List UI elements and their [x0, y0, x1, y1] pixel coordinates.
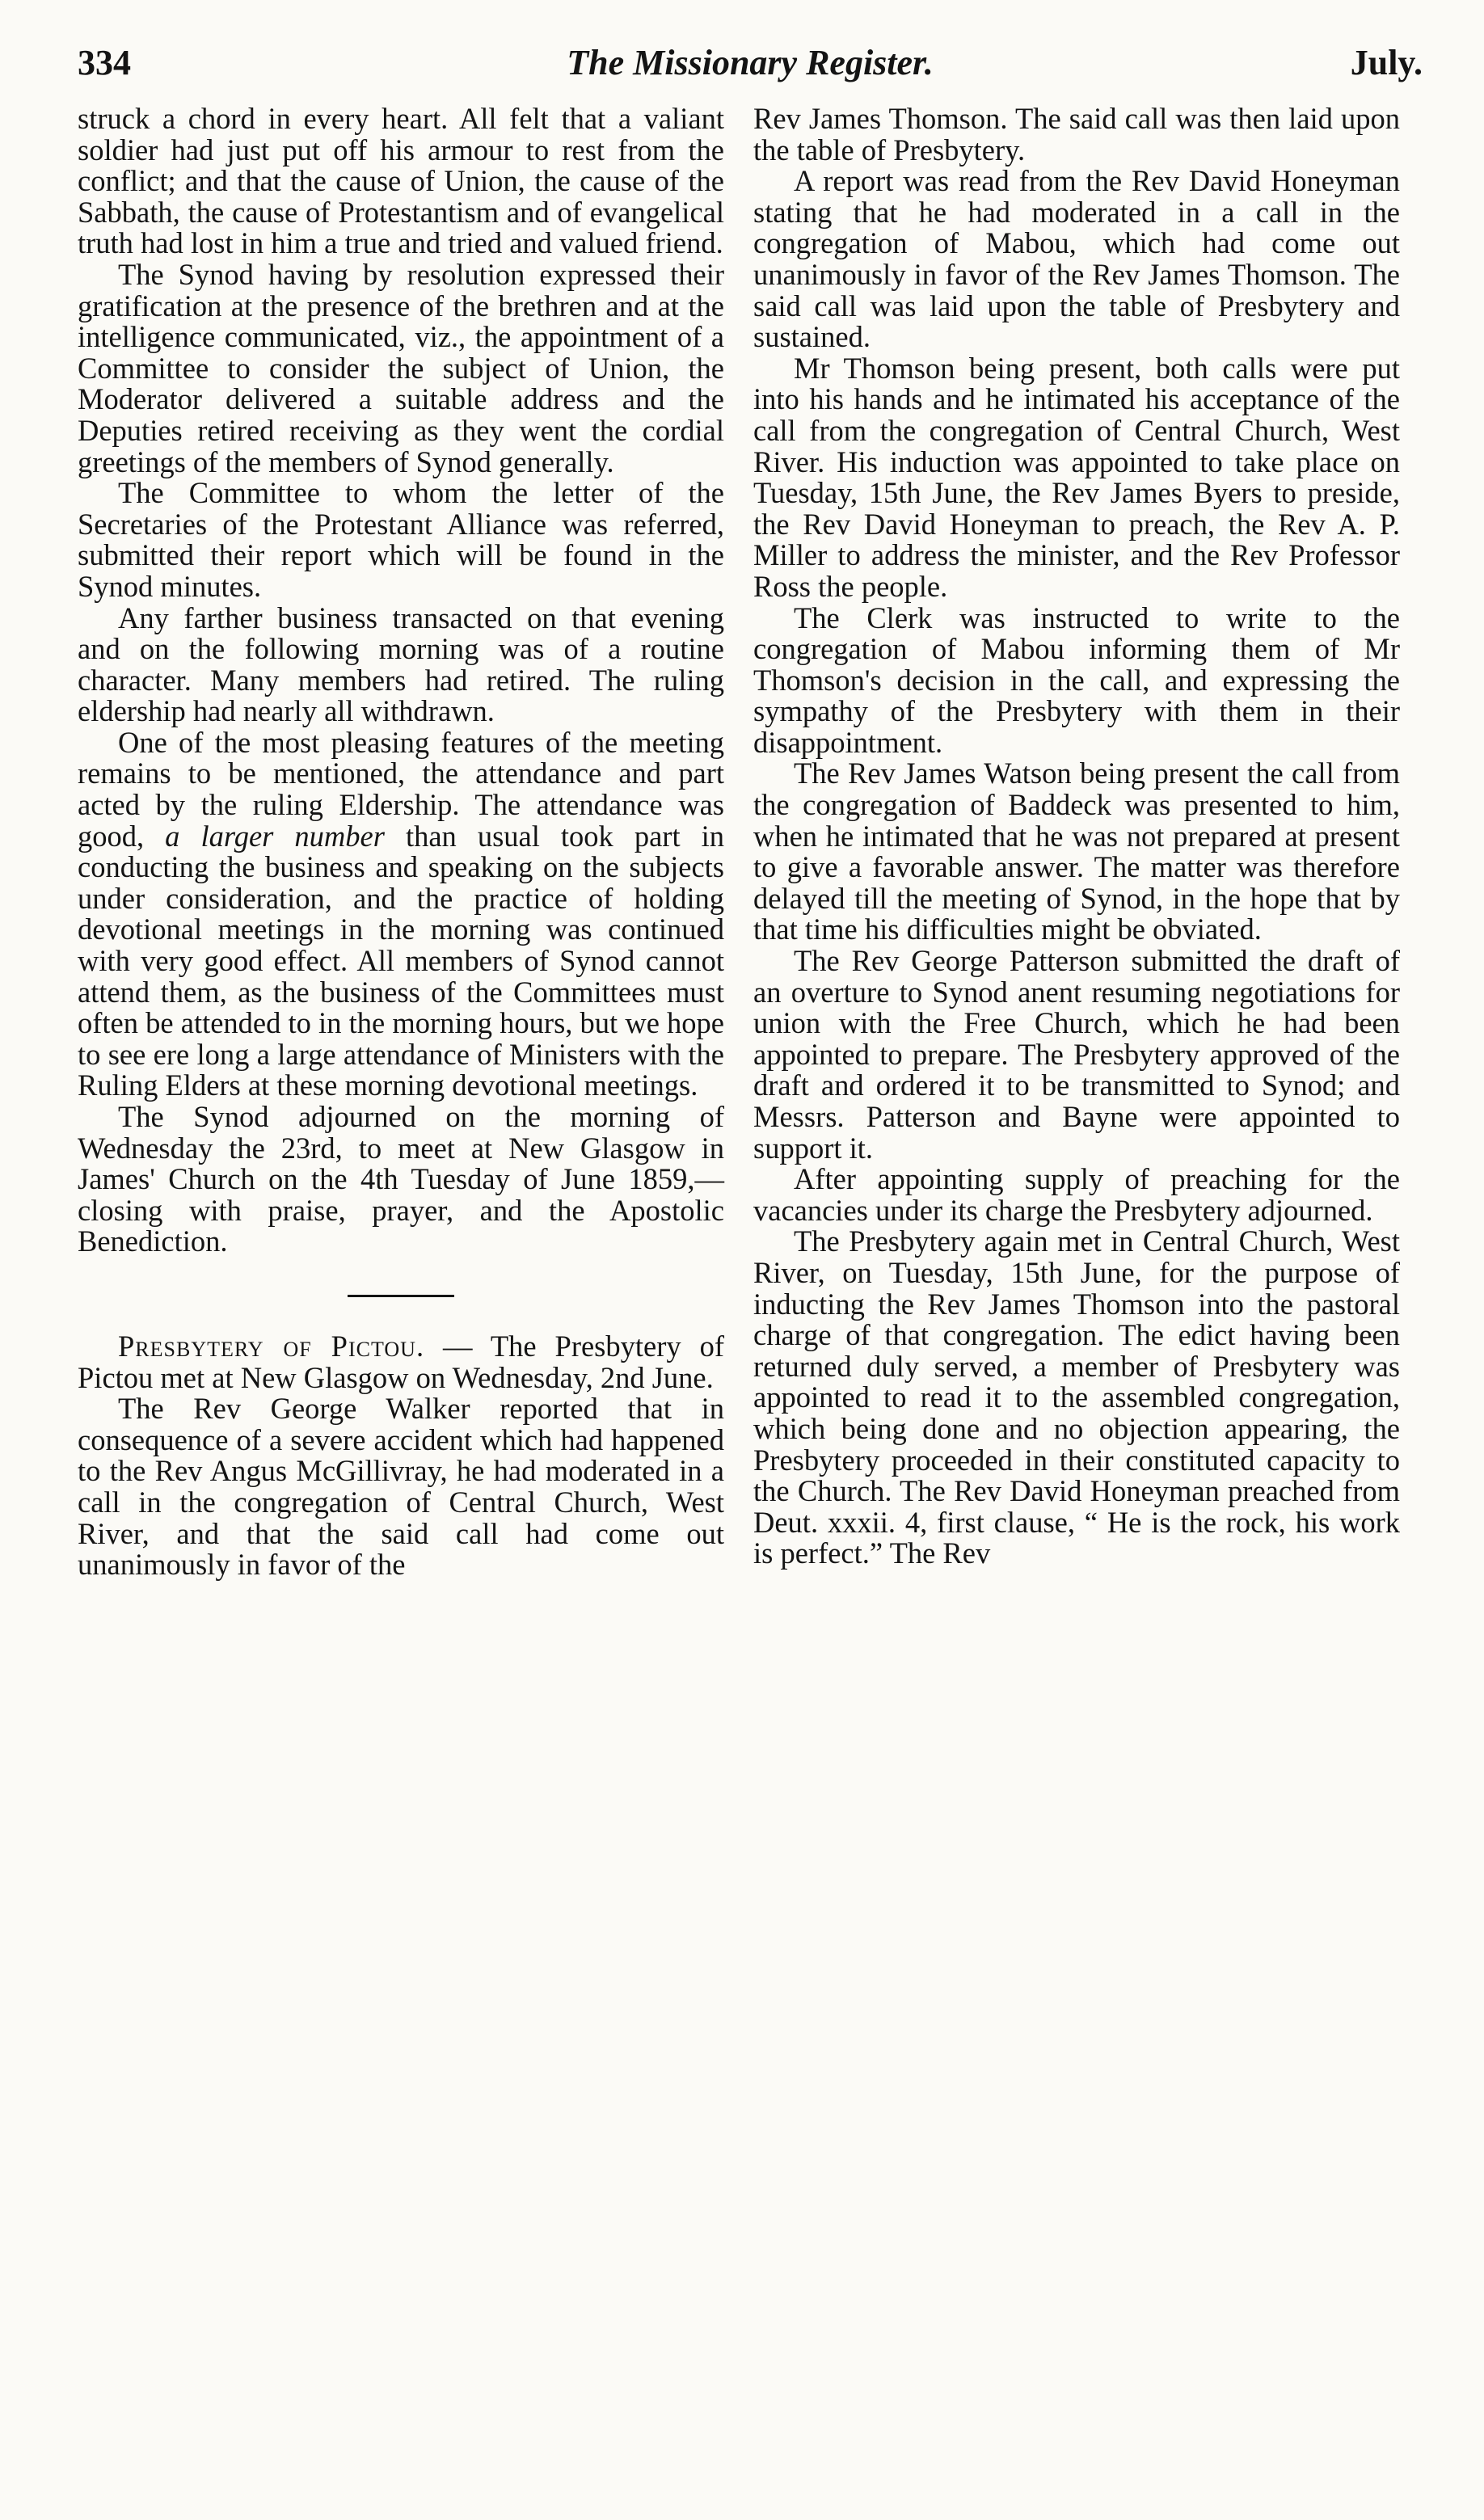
- paragraph-text: — The Presbytery of Pictou met at New Glasgow on Wednesday, 2nd June.: [78, 1329, 724, 1394]
- paragraph: A report was read from the Rev David Honeyman stating that he had moderated in a call in the congregation of Mabou, which had come out unanimously in favor of the Rev James Thomson. The said call was laid upon the table of Presbytery and sustained.: [753, 164, 1400, 354]
- paragraph: The Rev George Patterson submitted the draft of an overture to Synod anent resuming negotiations for union with the Free Church, which he had been appointed to prepare. The Presbytery approved of the draft and ordered it to be transmitted to Synod; and Messrs. Patterson and Bayne were appointed to support it.: [753, 944, 1400, 1165]
- paragraph: The Rev George Walker reported that in consequence of a severe accident which had happened to the Rev Angus McGillivray, he had moderated in a call in the congregation of Central Church, West River, and that the said call had come out unanimously in favor of the: [78, 1392, 724, 1582]
- paragraph: Any farther business transacted on that evening and on the following morning was of a routine character. Many members had retired. The ruling eldership had nearly all withdrawn.: [78, 601, 724, 728]
- page-number: 334: [78, 43, 131, 82]
- paragraph: struck a chord in every heart. All felt that a valiant soldier had just put off his armour to rest from the conflict; and that the cause of Union, the cause of the Sabbath, the cause of Protestantism and of evangelical truth had lost in him a true and tried and valued friend.: [78, 102, 724, 260]
- paragraph-text: than usual took part in conducting the business and speaking on the subjects under consideration, and the practice of holding devotional meetings in the morning was continued with very good effect. All members of Synod cannot attend them, as the business of the Committees must often be attended to in the morning hours, but we hope to see ere long a large attendance of Ministers with the Ruling Elders at these morning devotional meetings.: [78, 819, 725, 1102]
- paragraph: The Presbytery again met in Central Church, West River, on Tuesday, 15th June, for the purpose of inducting the Rev James Thomson into the pastoral charge of that congregation. The edict having been returned duly served, a member of Presbytery was appointed to read it to the assembled congregation, which being done and no objection appearing, the Presbytery proceeded in their constituted capacity to the Church. The Rev David Honeyman preached from Deut. xxxii. 4, first clause, “ He is the rock, his work is perfect.” The Rev: [753, 1224, 1400, 1570]
- paragraph: Rev James Thomson. The said call was then laid upon the table of Presbytery.: [753, 102, 1400, 166]
- right-column: [753, 103, 1400, 1570]
- section-divider: [348, 1295, 454, 1297]
- paragraph: The Committee to whom the letter of the Secretaries of the Protestant Alliance was referred, submitted their report which will be found in the Synod minutes.: [78, 476, 724, 603]
- journal-title: The Missionary Register.: [567, 43, 934, 82]
- paragraph: After appointing supply of preaching for the vacancies under its charge the Presbytery adjourned.: [753, 1162, 1400, 1227]
- issue-month: July.: [1350, 43, 1423, 82]
- running-head: [78, 42, 1423, 94]
- emphasis-text: a larger number: [165, 819, 385, 853]
- paragraph-text: One of the most pleasing features of the meeting remains to be mentioned, the attendance and part acted by the ruling Eldership. The attendance was good,: [78, 725, 724, 853]
- left-column: [78, 103, 724, 1581]
- paragraph: The Synod having by resolution expressed their gratification at the presence of the brethren and at the intelligence communicated, viz., the appointment of a Committee to consider the subject of Union, the Moderator delivered a suitable address and the Deputies retired receiving as they went the cordial greetings of the members of Synod generally.: [78, 257, 724, 478]
- paragraph: [78, 727, 724, 1102]
- paragraph: The Synod adjourned on the morning of Wednesday the 23rd, to meet at New Glasgow in James' Church on the 4th Tuesday of June 1859,—closing with praise, prayer, and the Apostolic Benediction.: [78, 1100, 724, 1258]
- paragraph: The Rev James Watson being present the call from the congregation of Baddeck was presented to him, when he intimated that he was not prepared at present to give a favorable answer. The matter was therefore delayed till the meeting of Synod, in the hope that by that time his difficulties might be obviated.: [753, 756, 1400, 946]
- paragraph: The Clerk was instructed to write to the congregation of Mabou informing them of Mr Thomson's decision in the call, and expressing the sympathy of the Presbytery with them in their disappointment.: [753, 601, 1400, 759]
- paragraph: Mr Thomson being present, both calls were put into his hands and he intimated his acceptance of the call from the congregation of Central Church, West River. His induction was appointed to take place on Tuesday, 15th June, the Rev James Byers to preside, the Rev David Honeyman to preach, the Rev A. P. Miller to address the minister, and the Rev Professor Ross the people.: [753, 351, 1400, 603]
- section-paragraph: [78, 1331, 724, 1393]
- section-heading: Presbytery of Pictou.: [118, 1329, 425, 1363]
